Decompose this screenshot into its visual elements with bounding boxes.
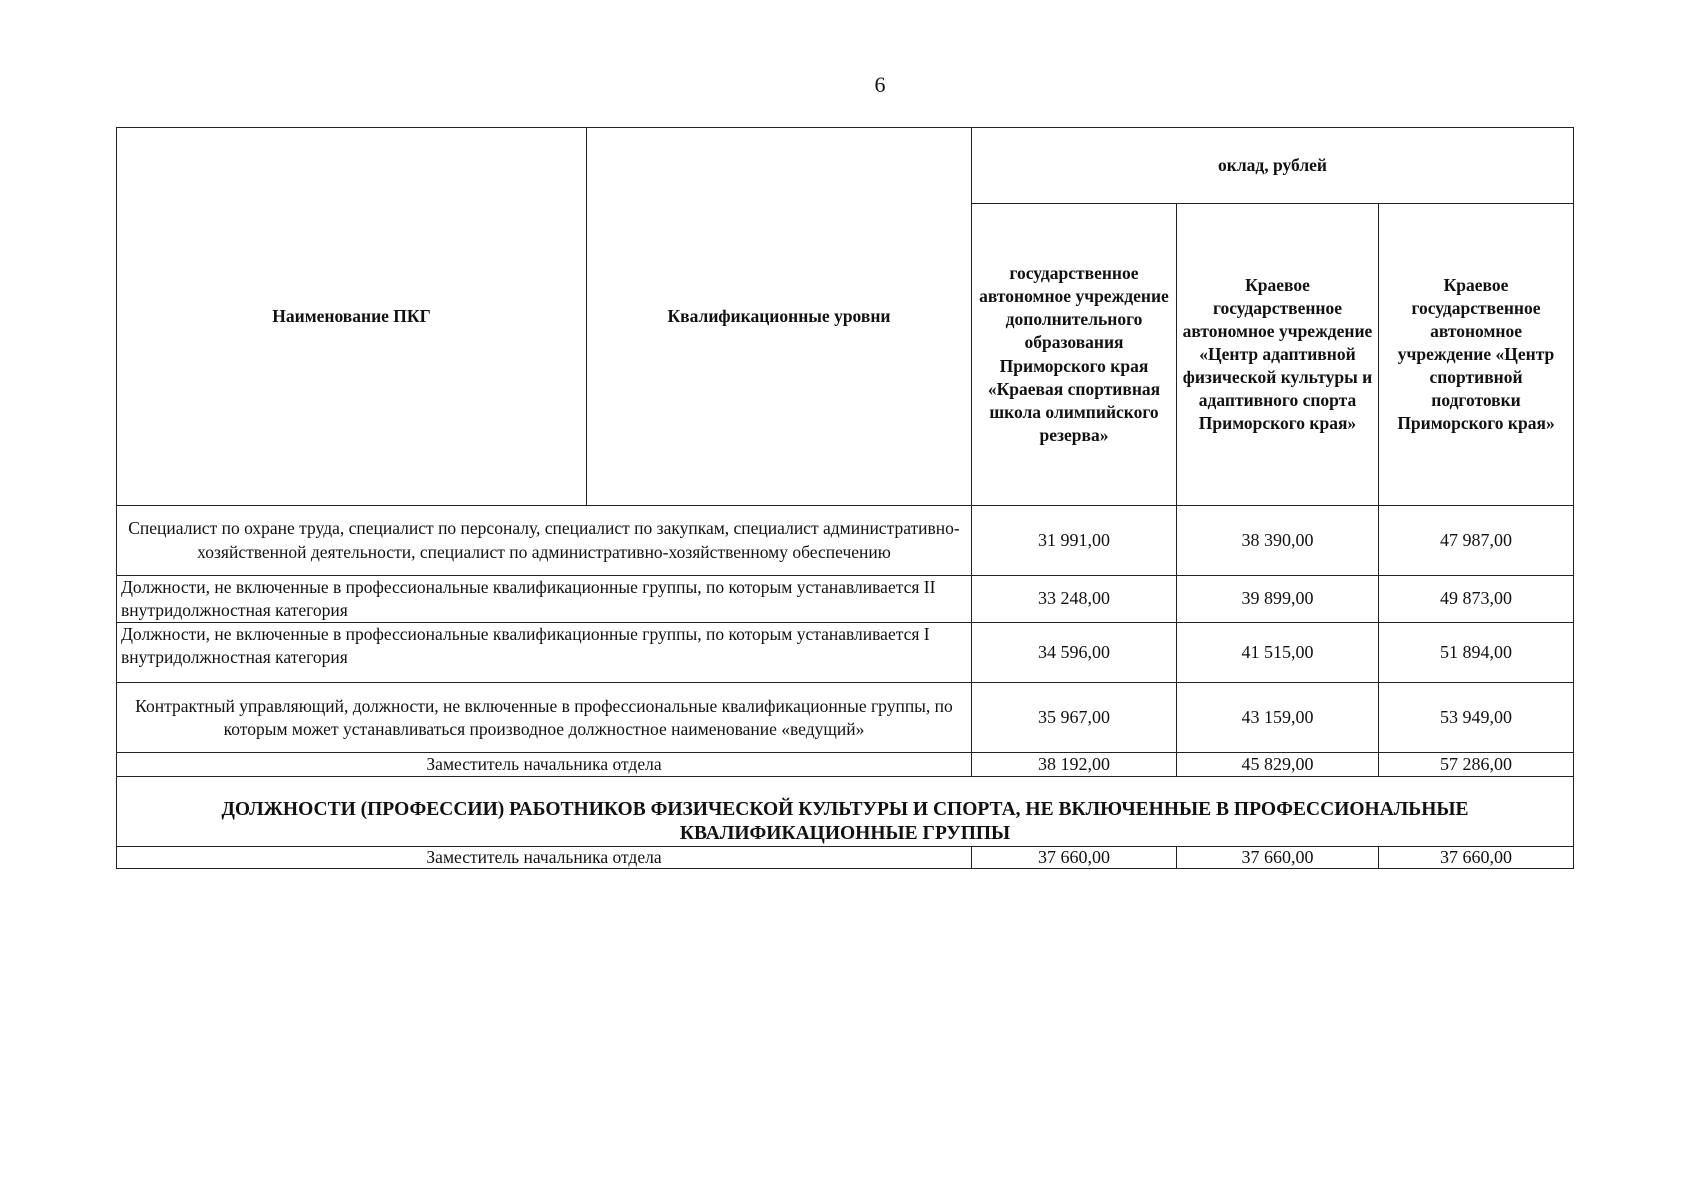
table-row — [117, 623, 1574, 683]
table-row — [117, 753, 1574, 777]
salary-value: 43 159,00 — [1177, 683, 1379, 753]
section-header-row — [117, 777, 1574, 847]
row-label: Заместитель начальника отдела — [117, 753, 972, 777]
table-row — [117, 847, 1574, 869]
column-header-name: Наименование ПКГ — [117, 128, 587, 506]
salary-value: 53 949,00 — [1379, 683, 1574, 753]
column-header-institution-1: государственное автономное учреждение дополнительного образования Приморского края «Краевая спортивная школа олимпийского резерва» — [972, 204, 1177, 506]
salary-value: 51 894,00 — [1379, 623, 1574, 683]
column-header-institution-3: Краевое государственное автономное учреждение «Центр спортивной подготовки Приморского края» — [1379, 204, 1574, 506]
salary-value: 39 899,00 — [1177, 576, 1379, 623]
column-header-institution-2: Краевое государственное автономное учреждение «Центр адаптивной физической культуры и адаптивного спорта Приморского края» — [1177, 204, 1379, 506]
salary-value: 33 248,00 — [972, 576, 1177, 623]
salary-value: 37 660,00 — [1379, 847, 1574, 869]
salary-value: 37 660,00 — [1177, 847, 1379, 869]
salary-value: 31 991,00 — [972, 506, 1177, 576]
row-label: Должности, не включенные в профессиональные квалификационные группы, по которым устанавливается I внутридолжностная категория — [117, 623, 972, 683]
row-label: Контрактный управляющий, должности, не включенные в профессиональные квалификационные группы, по которым может устанавливаться производное должностное наименование «ведущий» — [117, 683, 972, 753]
salary-value: 57 286,00 — [1379, 753, 1574, 777]
salary-value: 38 192,00 — [972, 753, 1177, 777]
page-number: 6 — [874, 72, 886, 97]
salary-value: 41 515,00 — [1177, 623, 1379, 683]
salary-value: 45 829,00 — [1177, 753, 1379, 777]
salary-value: 37 660,00 — [972, 847, 1177, 869]
salary-value: 38 390,00 — [1177, 506, 1379, 576]
column-header-levels: Квалификационные уровни — [587, 128, 972, 506]
column-header-salary-group: оклад, рублей — [972, 128, 1574, 204]
row-label: Должности, не включенные в профессиональные квалификационные группы, по которым устанавливается II внутридолжностная категория — [117, 576, 972, 623]
salary-table — [116, 127, 1574, 869]
salary-value: 49 873,00 — [1379, 576, 1574, 623]
section-title: ДОЛЖНОСТИ (ПРОФЕССИИ) РАБОТНИКОВ ФИЗИЧЕСКОЙ КУЛЬТУРЫ И СПОРТА, НЕ ВКЛЮЧЕННЫЕ В ПРОФЕССИОНАЛЬНЫЕ КВАЛИФИКАЦИОННЫЕ ГРУППЫ — [117, 777, 1574, 847]
row-label: Заместитель начальника отдела — [117, 847, 972, 869]
table-row — [117, 683, 1574, 753]
salary-value: 34 596,00 — [972, 623, 1177, 683]
row-label: Специалист по охране труда, специалист по персоналу, специалист по закупкам, специалист административно-хозяйственной деятельности, специалист по административно-хозяйственному обеспечению — [117, 506, 972, 576]
salary-value: 35 967,00 — [972, 683, 1177, 753]
table-row — [117, 576, 1574, 623]
header-row-top — [117, 128, 1574, 204]
table-row — [117, 506, 1574, 576]
salary-value: 47 987,00 — [1379, 506, 1574, 576]
